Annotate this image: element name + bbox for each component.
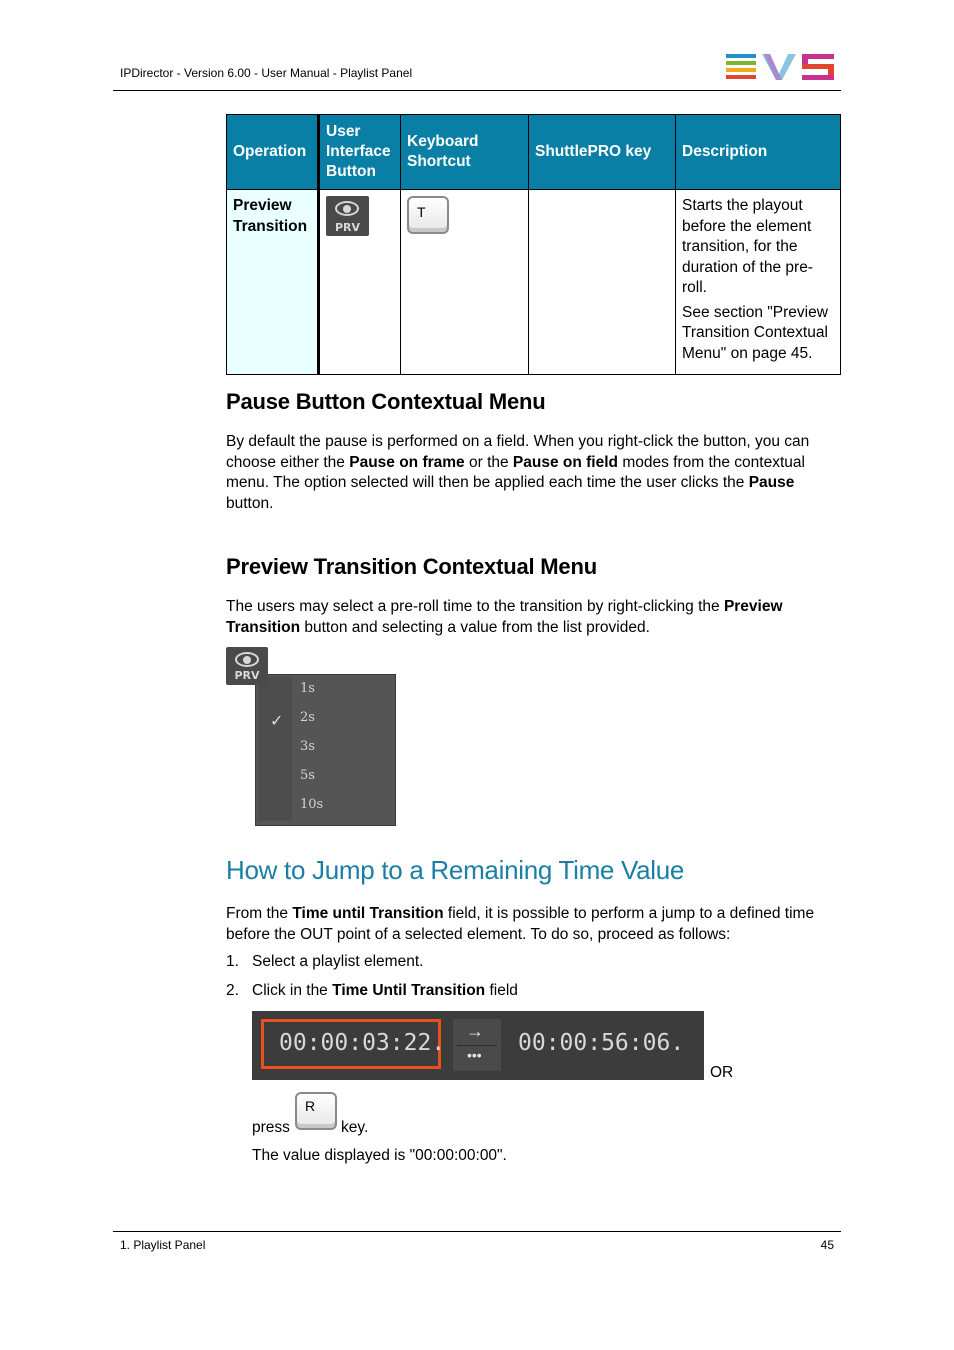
- operation-cell: Preview Transition: [227, 190, 319, 375]
- step-text: Select a playlist element.: [252, 953, 424, 970]
- description-link-text: See section "Preview Transition Contextual Menu" on page 45.: [682, 303, 828, 362]
- list-item: 2. Click in the Time Until Transition field: [226, 981, 518, 1010]
- step-number: 1.: [226, 953, 239, 970]
- time-until-transition-term: Time until Transition: [292, 905, 444, 922]
- col-header-keyboard-shortcut: Keyboard Shortcut: [401, 115, 529, 190]
- procedure-steps: [226, 952, 518, 1010]
- menu-item-2s[interactable]: 2s: [300, 710, 315, 725]
- preview-transition-term: Preview Transition: [226, 598, 783, 636]
- footer-rule: [113, 1231, 841, 1232]
- prv-label: PRV: [234, 669, 260, 682]
- key-letter: R: [305, 1098, 316, 1114]
- menu-item-3s[interactable]: 3s: [300, 739, 315, 754]
- pause-term: Pause: [748, 474, 795, 491]
- pause-section-paragraph: By default the pause is performed on a field. When you right-click the button, you can choose either the Pause on frame or the Pause on field modes from the contextual menu. The option selected will then be applied each time the user clicks the Pause button.: [226, 433, 810, 512]
- eye-prv-icon: [326, 196, 369, 236]
- menu-item-1s[interactable]: 1s: [300, 681, 315, 696]
- press-label: press: [252, 1119, 290, 1136]
- transition-toggle-button[interactable]: [453, 1019, 501, 1071]
- keyboard-key-icon: [407, 196, 449, 234]
- keyboard-shortcut-cell: [401, 190, 529, 375]
- col-header-operation: Operation: [227, 115, 319, 190]
- more-dots-icon: •••: [467, 1047, 482, 1063]
- menu-gutter: [258, 677, 292, 821]
- eye-prv-icon[interactable]: [226, 647, 268, 685]
- remaining-time-value: 00:00:56:06.: [518, 1030, 685, 1056]
- description-cell: [676, 190, 841, 375]
- list-item: [226, 952, 518, 981]
- page-number: 45: [820, 1238, 834, 1252]
- step-number: 2.: [226, 982, 239, 999]
- time-until-transition-field-term: Time Until Transition: [332, 982, 486, 999]
- prv-label: PRV: [334, 221, 361, 234]
- key-letter: T: [417, 204, 426, 220]
- document-header-title: IPDirector - Version 6.00 - User Manual - Playlist Panel: [120, 66, 413, 80]
- key-label: key.: [341, 1119, 369, 1136]
- eye-icon: [235, 652, 259, 667]
- description-text: Starts the playout before the element transition, for the duration of the pre-roll.: [682, 197, 813, 296]
- timecode-fields-screenshot: [252, 1011, 704, 1080]
- menu-item-5s[interactable]: 5s: [300, 768, 315, 783]
- col-header-ui-button: User Interface Button: [319, 115, 401, 190]
- table-row: [227, 190, 841, 375]
- result-text: The value displayed is "00:00:00:00".: [252, 1147, 507, 1164]
- shuttlepro-cell: [529, 190, 676, 375]
- table-header-row: [227, 115, 841, 190]
- ui-button-cell: [319, 190, 401, 375]
- jump-section-heading: How to Jump to a Remaining Time Value: [226, 855, 685, 885]
- pause-on-field-term: Pause on field: [512, 453, 619, 471]
- arrow-right-icon: →: [466, 1021, 484, 1041]
- col-header-shuttlepro-key: ShuttlePRO key: [529, 115, 676, 190]
- preview-contextual-menu-screenshot: [226, 647, 396, 827]
- preroll-context-menu: [255, 674, 396, 826]
- col-header-description: Description: [676, 115, 841, 190]
- eye-icon: [335, 201, 359, 216]
- pause-section-heading: Pause Button Contextual Menu: [226, 389, 546, 414]
- evs-logo: [726, 52, 834, 82]
- footer-chapter: 1. Playlist Panel: [120, 1238, 206, 1252]
- operations-table: [226, 114, 841, 375]
- preview-section-heading: Preview Transition Contextual Menu: [226, 554, 597, 579]
- menu-item-10s[interactable]: 10s: [300, 797, 324, 812]
- jump-section-paragraph: From the Time until Transition field, it is possible to perform a jump to a defined time before the OUT point of a selected element. To do so, proceed as follows:: [226, 905, 815, 943]
- time-until-transition-value: 00:00:03:22.: [279, 1030, 446, 1056]
- header-rule: [113, 90, 841, 91]
- pause-on-frame-term: Pause on frame: [349, 453, 465, 471]
- keyboard-key-icon: [295, 1092, 337, 1130]
- checkmark-icon: ✓: [270, 713, 284, 730]
- or-label: OR: [710, 1064, 734, 1081]
- preview-section-paragraph: The users may select a pre-roll time to the transition by right-clicking the Preview Transition button and selecting a value from the list provided.: [226, 598, 783, 636]
